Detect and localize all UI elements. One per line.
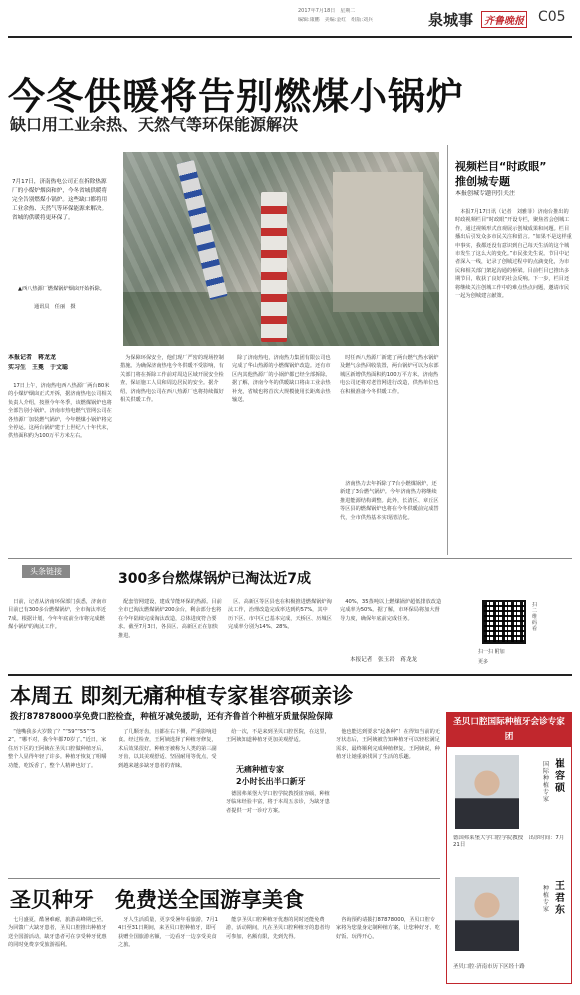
brief-col-4-text: 40%，35蒸吨以上燃煤锅炉超低排放改造完成率为50%。据了解，市环保局将加大督导力度，确保年底前完成任务。 <box>340 599 442 622</box>
ad-col-3-sub2: 2小时长出半口新牙 <box>236 777 306 786</box>
ad-col-4-text: 他也能达到要求“起条种”！在得知当前的无牙状态后，王阿姨被告知种植牙可以轻松满足需求，最终顺利完成种植修复。王阿姨说，种植牙让她重新找回了生活的乐趣。 <box>336 729 440 761</box>
ad-col-2-text: 了几颗牙齿，且都在右下侧，严重影响进食。经过检查，王阿姨选择了种植牙修复，术后效果很好。种植牙被称为人类的第三副牙齿，以其美观舒适、坚固耐用等优点，受到越来越多缺牙患者的青睐。 <box>118 729 217 769</box>
footer-headline: 圣贝种牙 免费送全国游享美食 <box>10 887 304 912</box>
sidebar-divider <box>447 145 448 555</box>
qr-code[interactable] <box>482 600 526 644</box>
brief-headline: 300多台燃煤锅炉已淘汰近7成 <box>118 571 311 587</box>
ad-col-2 <box>118 728 218 876</box>
qr-caption-1: 扫二维码看 <box>532 602 538 632</box>
brief-col-3-text: 区、高新区等区县也在积极推进燃煤锅炉淘汰工作，治理改造完成率达到约57%，其中历下区、市中区已基本完成，天桥区、历城区完成率分别为14%、28%。 <box>228 599 332 631</box>
footer-top-rule <box>8 878 440 879</box>
footer-col-2 <box>118 916 218 988</box>
brief-col-4 <box>340 598 444 648</box>
doctor-2-photo <box>455 877 519 951</box>
lead-subhead: 缺口用工业余热、天然气等环保能源解决 <box>10 115 299 134</box>
expert-panel <box>446 712 572 984</box>
footer-col-1-text: 七月盛夏，酷暑难耐，旅游高峰期已至。为回馈广大缺牙患者，圣贝口腔推出种植牙送全国游活动，缺牙患者可在享受种牙优惠的同时免费享受旅游福利。 <box>8 917 107 949</box>
sidebar-subtitle: 本报创城专题刊引关注 <box>455 190 516 197</box>
brief-col-1-text: 日前，记者从济南环保部门获悉，济南市目前已有300多台燃煤锅炉，全市淘汰率近7成。根据计划，今年年底前全市将完成燃煤小锅炉的淘汰工作。 <box>8 599 107 631</box>
doctor-1-photo <box>455 755 519 829</box>
lead-photo <box>123 152 439 346</box>
sidebar-title-2: 推创城专题 <box>455 175 510 188</box>
brief-col-1 <box>8 598 108 670</box>
brief-top-rule <box>8 558 572 559</box>
lead-col-2-text: 为保障环保安全，他们现厂严密的现场控制措施。为确保济南热电今冬供暖不受影响，有关部门将在拆除工作前对周边区域开展安全检查，保证施工人员和周边居民的安全。据介绍，济南热电公司在西八热源厂也将持续做好相关供暖工作。 <box>120 355 224 404</box>
doctor-1-name: 崔容硕 <box>555 759 565 794</box>
lead-col-4-text: 时任西八热源厂新建了两台燃气热水锅炉及燃气余热回收装置，两台锅炉可以为东部城区新增供热面积约100万平方米。济南热电公司还将对老管网进行改造，供热单位也在积极准备今冬供暖工作。 <box>340 355 439 395</box>
lead-col-3 <box>232 354 334 554</box>
ad-top-rule <box>8 674 572 676</box>
footer-col-4 <box>336 916 440 988</box>
editors-line: 编辑:康鹏 美编:金红 组版:刘兵 <box>298 17 374 23</box>
lead-col-3-text: 除了济南热电，济南热力集团有限公司也完成了华山热源的小燃煤锅炉改造。还有市区内其他热源厂的小锅炉都已经全部拆除。据了解，济南今冬的供暖缺口将由工业余热补充，省城也将首次大规模使用长距离余热输送。 <box>232 355 331 404</box>
qr-caption-3: 扫一扫 附加 <box>478 649 505 655</box>
footer-col-1 <box>8 916 108 988</box>
ad-col-3 <box>226 728 330 762</box>
lead-col-1-text: 17日上午，济南热电西八热源厂两台80米的小煤炉烟囱正式开拆，据济南热电公司相关负责人介绍，按照今年冬季，该燃煤锅炉也将全部告别小锅炉。济南市热电燃气管网公司在各热源厂加装燃气锅炉，今年燃煤小锅炉将完全停运。这两台锅炉建于上世纪八十年代末，供热面积约为100万平方米左右。 <box>8 383 112 440</box>
doctor-2-title: 种植专家 <box>543 885 550 913</box>
panel-footer: 圣贝口腔·济南市历下区经十路 <box>453 964 525 970</box>
lead-byline-1: 本报记者 蒋龙龙 <box>8 354 57 361</box>
brand-logo: 齐鲁晚报 <box>481 11 527 28</box>
page-number: C05 <box>538 9 566 25</box>
lead-col-5-text: 济南热力去年拆除了7台小燃煤锅炉，还新建了3台燃气锅炉。今年济南热力将继续推进能源结构调整。此外，长清区、章丘区等区县的燃煤锅炉也将在今冬供暖前完成替代，全市供热基本实现清洁化。 <box>340 481 439 521</box>
brief-col-3 <box>228 598 332 670</box>
footer-col-2-text: 牙人生活质量，更享受暑年看旅游，7月14日至31日期间，来圣贝口腔种植牙，即可获赠全国旅游名额，一边看牙一边享受美食之旅。 <box>118 917 218 949</box>
lead-col-2 <box>120 354 226 554</box>
lead-col-1 <box>8 382 113 554</box>
ad-col-3-more <box>226 790 330 876</box>
footer-col-3 <box>226 916 330 988</box>
ad-col-1-text: “他嘴我多大岁数了？”“59”“55”“52”，“哪不对，我今年都70岁了。”近日，家住历下区的王阿姨在圣贝口腔做种植牙后，整个人显得年轻了许多。种植牙恢复了咀嚼功能，吃饭香了，整个人精神也好了。 <box>8 729 107 769</box>
photo-credit-1: ▲西八热源厂燃煤锅炉烟囱开始拆除。 <box>18 286 105 292</box>
doctor-1-title: 国际种植专家 <box>543 761 550 803</box>
lead-col-5 <box>340 480 440 554</box>
brief-col-2-text: 配套管网建设，建成节能环保的热源。目前全市已淘汰燃煤锅炉200余台，剩余部分也将在今年陆续完成淘汰改造，总体进度符合要求。截至7月3日，各县区、高新区正在加快推进。 <box>118 599 222 639</box>
sidebar-title-1: 视频栏目“时政眼” <box>455 160 547 173</box>
ad-col-3-more-text: 德国弗莱堡大学口腔学院教授崔容硕，种植牙临床经验丰富，将于本周五亲诊，为缺牙患者提供一对一诊疗方案。 <box>226 791 330 814</box>
brief-kicker: 头条链接 <box>22 565 70 578</box>
lead-headline: 今冬供暖将告别燃煤小锅炉 <box>8 74 464 118</box>
masthead <box>8 6 572 36</box>
footer-col-4-text: 咨询预约请拨打87878000，圣贝口腔专家将为您量身定制种植方案，让您种好牙、吃好饭、玩得开心。 <box>336 917 440 940</box>
ad-subhead: 拨打87878000享免费口腔检查，种植牙减免援助，还有齐鲁首个种植牙质量保险保障 <box>10 711 333 721</box>
dateline: 2017年7月18日 星期二 <box>298 8 356 14</box>
qr-caption-2: 更多 <box>478 659 489 665</box>
masthead-rule <box>8 36 572 38</box>
sidebar-body-text: 本报7月17日讯（记者 刘雅菲）济南台推出的时政视频栏目“时政眼”开设专栏，聚焦省会创城工作，通过视频形式直观展示创城成果和问题。栏目播出后引发众多市民关注和留言。“如果不是这样重申事实，我都还没有意识到自己每天生活的这个城市发生了这么大的变化。”市民张先生说。节目中记者深入一线，记录了创城过程中的点滴变化，为市民和相关部门架起沟通的桥梁。目前栏目已推出多期节目，收获了良好的社会反响。下一步，栏目还将继续关注创城工作中的难点热点问题，邀请市民一起为创城建言献策。 <box>455 209 572 300</box>
footer-col-3-text: 能享圣贝口腔种植牙优惠的同时还能免费游，活动期间，凡在圣贝口腔种植牙的患者均可参加，名额有限，先到先得。 <box>226 917 330 940</box>
ad-headline: 本周五 即刻无痛种植专家崔容硕亲诊 <box>10 683 354 708</box>
brief-byline: 本报记者 张玉岩 蒋龙龙 <box>350 657 418 663</box>
ad-col-3-text: 给一次，不是来到圣贝口腔医院，在这里，王阿姨知道种植牙更加美观舒适。 <box>226 729 330 744</box>
lead-byline-2: 实习生 王冕 于文聪 <box>8 364 69 371</box>
panel-note: 德国弗莱堡大学口腔学院教授 出诊时间：7月21日 <box>453 835 565 848</box>
chimney-2 <box>261 192 287 342</box>
photo-credit-2: 通讯员 任丽 摄 <box>34 304 76 310</box>
section-name: 泉城事 <box>428 11 474 29</box>
ad-col-3-sub: 无痛种植专家 <box>236 765 284 774</box>
ad-col-4 <box>336 728 440 876</box>
brief-col-2 <box>118 598 222 670</box>
ad-col-1 <box>8 728 108 876</box>
sidebar-body <box>455 208 573 554</box>
photo-caption: 7月17日，济南热电公司正在拆除热源厂的小煤炉烟囱和炉，今冬省城供暖将完全告别燃煤小锅炉。这些缺口都将用工业余热、天然气等环保能源来解决。省城的供暖将更环保了。 <box>12 179 108 221</box>
panel-title: 圣贝口腔国际种植牙会诊专家团 <box>447 713 571 747</box>
doctor-2-name: 王君东 <box>555 881 565 916</box>
